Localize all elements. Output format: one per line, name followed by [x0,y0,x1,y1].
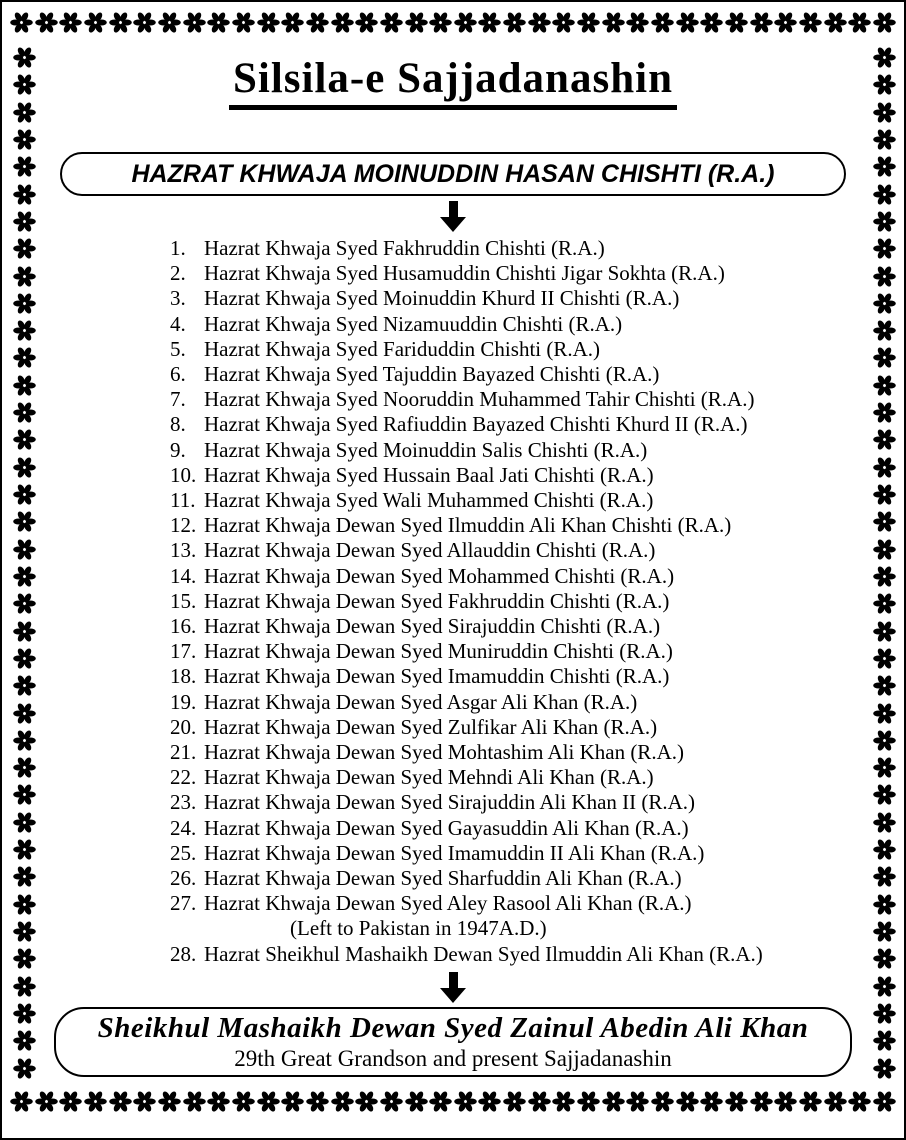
lineage-item [170,236,858,261]
floral-asterisk-icon [873,620,896,643]
floral-asterisk-icon [454,11,477,34]
origin-name: HAZRAT KHWAJA MOINUDDIN HASAN CHISHTI (R.A.) [131,159,775,188]
lineage-item-text: Hazrat Khwaja Syed Nooruddin Muhammed Tahir Chishti (R.A.) [204,387,755,412]
floral-asterisk-icon [651,11,674,34]
floral-asterisk-icon [873,538,896,561]
lineage-item [170,740,858,765]
floral-asterisk-icon [602,1090,625,1113]
floral-asterisk-icon [13,1029,36,1052]
floral-asterisk-icon [577,11,600,34]
lineage-item [170,438,858,463]
lineage-item-number: 4. [170,311,186,336]
floral-asterisk-icon [873,1057,896,1080]
floral-asterisk-icon [873,46,896,69]
floral-asterisk-icon [13,456,36,479]
floral-asterisk-icon [824,1090,847,1113]
floral-asterisk-icon [873,319,896,342]
down-arrow-icon [440,201,466,232]
floral-asterisk-icon [873,838,896,861]
lineage-item-text: Hazrat Khwaja Dewan Syed Muniruddin Chishti (R.A.) [204,639,673,664]
lineage-item-number: 2. [170,261,186,286]
floral-asterisk-icon [13,592,36,615]
lineage-item [170,690,858,715]
floral-asterisk-icon [13,237,36,260]
lineage-item-number: 9. [170,437,186,462]
floral-asterisk-icon [799,11,822,34]
floral-asterisk-icon [873,101,896,124]
lineage-item-note: (Left to Pakistan in 1947A.D.) [290,916,547,941]
floral-asterisk-icon [13,702,36,725]
floral-asterisk-icon [577,1090,600,1113]
lineage-item [170,715,858,740]
floral-asterisk-icon [13,183,36,206]
floral-asterisk-icon [13,46,36,69]
floral-asterisk-icon [873,237,896,260]
page-title: Silsila-e Sajjadanashin [229,54,677,110]
successor-oval-box [54,1007,852,1077]
floral-asterisk-icon [183,1090,206,1113]
lineage-item [170,337,858,362]
lineage-item-number: 8. [170,412,186,437]
lineage-item-text: Hazrat Khwaja Dewan Syed Fakhruddin Chishti (R.A.) [204,588,670,613]
origin-oval-box [60,152,846,196]
lineage-item-number: 1. [170,236,186,260]
lineage-item [170,664,858,689]
floral-asterisk-icon [207,1090,230,1113]
floral-asterisk-icon [13,975,36,998]
lineage-item-number: 24. [170,815,197,840]
lineage-item-number: 26. [170,866,197,891]
lineage-item-text: Hazrat Khwaja Dewan Syed Mehndi Ali Khan (R.A.) [204,765,654,790]
lineage-item-text: Hazrat Khwaja Syed Nizamuuddin Chishti (R.A.) [204,311,623,336]
lineage-item-text: Hazrat Khwaja Dewan Syed Sharfuddin Ali Khan (R.A.) [204,866,682,891]
floral-asterisk-icon [478,1090,501,1113]
floral-asterisk-icon [873,920,896,943]
floral-asterisk-icon [331,11,354,34]
floral-asterisk-icon [528,11,551,34]
lineage-item-number: 12. [170,513,197,538]
floral-asterisk-icon [35,11,58,34]
floral-asterisk-icon [873,183,896,206]
floral-asterisk-icon [13,538,36,561]
floral-asterisk-icon [13,374,36,397]
floral-asterisk-icon [676,11,699,34]
floral-asterisk-icon [503,11,526,34]
lineage-item-text: Hazrat Khwaja Syed Husamuddin Chishti Jigar Sokhta (R.A.) [204,261,725,286]
floral-asterisk-icon [848,1090,871,1113]
floral-asterisk-icon [750,1090,773,1113]
floral-asterisk-icon [873,510,896,533]
arrow-head [440,988,466,1003]
ornament-border-bottom [10,1088,896,1114]
floral-asterisk-icon [873,1029,896,1052]
floral-asterisk-icon [873,893,896,916]
lineage-item-number: 11. [170,488,196,513]
floral-asterisk-icon [13,319,36,342]
floral-asterisk-icon [454,1090,477,1113]
floral-asterisk-icon [13,128,36,151]
lineage-item [170,463,858,488]
ornament-border-left [11,46,37,1080]
floral-asterisk-icon [873,811,896,834]
floral-asterisk-icon [873,975,896,998]
floral-asterisk-icon [13,401,36,424]
lineage-list [170,236,858,967]
floral-asterisk-icon [13,565,36,588]
lineage-item [170,564,858,589]
floral-asterisk-icon [873,11,896,34]
floral-asterisk-icon [13,947,36,970]
floral-asterisk-icon [13,647,36,670]
lineage-item-text: Hazrat Sheikhul Mashaikh Dewan Syed Ilmuddin Ali Khan (R.A.) [204,941,763,966]
floral-asterisk-icon [133,1090,156,1113]
floral-asterisk-icon [13,729,36,752]
floral-asterisk-icon [774,1090,797,1113]
floral-asterisk-icon [799,1090,822,1113]
lineage-item-text: Hazrat Khwaja Dewan Syed Ilmuddin Ali Khan Chishti (R.A.) [204,513,732,538]
floral-asterisk-icon [873,73,896,96]
lineage-item-text: Hazrat Khwaja Syed Moinuddin Khurd II Chishti (R.A.) [204,286,680,311]
lineage-item-number: 25. [170,840,197,865]
lineage-item-text: Hazrat Khwaja Syed Rafiuddin Bayazed Chishti Khurd II (R.A.) [204,412,748,437]
floral-asterisk-icon [873,729,896,752]
floral-asterisk-icon [873,428,896,451]
document-content [48,46,858,1077]
floral-asterisk-icon [10,1090,33,1113]
lineage-item-number: 19. [170,689,197,714]
floral-asterisk-icon [873,1090,896,1113]
floral-asterisk-icon [651,1090,674,1113]
lineage-item-text: Hazrat Khwaja Syed Tajuddin Bayazed Chishti (R.A.) [204,362,660,387]
lineage-item-text: Hazrat Khwaja Syed Fariduddin Chishti (R.A.) [204,336,601,361]
floral-asterisk-icon [873,865,896,888]
lineage-item-number: 21. [170,740,197,765]
lineage-item [170,589,858,614]
lineage-item-number: 10. [170,462,197,487]
lineage-item-number: 20. [170,714,197,739]
floral-asterisk-icon [13,865,36,888]
floral-asterisk-icon [13,73,36,96]
floral-asterisk-icon [13,155,36,178]
floral-asterisk-icon [306,1090,329,1113]
lineage-item [170,538,858,563]
lineage-item-number: 3. [170,286,186,311]
floral-asterisk-icon [873,155,896,178]
lineage-item-text: Hazrat Khwaja Syed Moinuddin Salis Chishti (R.A.) [204,437,648,462]
floral-asterisk-icon [13,783,36,806]
floral-asterisk-icon [700,1090,723,1113]
lineage-item-number: 16. [170,614,197,639]
floral-asterisk-icon [59,11,82,34]
floral-asterisk-icon [873,128,896,151]
floral-asterisk-icon [355,11,378,34]
floral-asterisk-icon [306,11,329,34]
floral-asterisk-icon [873,456,896,479]
lineage-item-text: Hazrat Khwaja Syed Fakhruddin Chishti (R.A.) [204,236,605,260]
floral-asterisk-icon [281,11,304,34]
floral-asterisk-icon [528,1090,551,1113]
lineage-item-number: 27. [170,891,197,916]
floral-asterisk-icon [84,11,107,34]
floral-asterisk-icon [257,1090,280,1113]
floral-asterisk-icon [232,1090,255,1113]
lineage-item-number: 15. [170,588,197,613]
lineage-item [170,387,858,412]
lineage-item [170,891,858,916]
ornament-border-top [10,9,896,35]
floral-asterisk-icon [873,483,896,506]
lineage-item-text: Hazrat Khwaja Syed Wali Muhammed Chishti (R.A.) [204,488,654,513]
ornament-border-right [871,46,897,1080]
floral-asterisk-icon [873,292,896,315]
floral-asterisk-icon [750,11,773,34]
lineage-item-text: Hazrat Khwaja Dewan Syed Imamuddin Chishti (R.A.) [204,664,670,689]
lineage-item [170,312,858,337]
floral-asterisk-icon [873,592,896,615]
lineage-item-text: Hazrat Khwaja Dewan Syed Sirajuddin Ali Khan II (R.A.) [204,790,696,815]
floral-asterisk-icon [281,1090,304,1113]
floral-asterisk-icon [676,1090,699,1113]
floral-asterisk-icon [331,1090,354,1113]
floral-asterisk-icon [13,620,36,643]
floral-asterisk-icon [873,346,896,369]
successor-subtitle: 29th Great Grandson and present Sajjadanashin [234,1045,672,1071]
lineage-item [170,765,858,790]
floral-asterisk-icon [602,11,625,34]
floral-asterisk-icon [109,11,132,34]
floral-asterisk-icon [552,1090,575,1113]
floral-asterisk-icon [873,702,896,725]
floral-asterisk-icon [84,1090,107,1113]
floral-asterisk-icon [873,647,896,670]
floral-asterisk-icon [13,483,36,506]
lineage-item [170,488,858,513]
floral-asterisk-icon [13,893,36,916]
lineage-item [170,942,858,967]
lineage-item [170,866,858,891]
lineage-item-number: 14. [170,563,197,588]
floral-asterisk-icon [13,674,36,697]
floral-asterisk-icon [109,1090,132,1113]
arrow-shaft [449,201,458,217]
lineage-item [170,513,858,538]
lineage-item-number: 6. [170,362,186,387]
lineage-item [170,790,858,815]
floral-asterisk-icon [626,11,649,34]
floral-asterisk-icon [380,11,403,34]
lineage-item-number: 23. [170,790,197,815]
lineage-item [170,816,858,841]
successor-name: Sheikhul Mashaikh Dewan Syed Zainul Abedin Ali Khan [97,1011,809,1044]
floral-asterisk-icon [873,374,896,397]
floral-asterisk-icon [13,210,36,233]
lineage-item-number: 7. [170,387,186,412]
lineage-item-text: Hazrat Khwaja Dewan Syed Mohtashim Ali Khan (R.A.) [204,740,684,765]
floral-asterisk-icon [207,11,230,34]
arrow-head [440,217,466,232]
lineage-item [170,286,858,311]
floral-asterisk-icon [774,11,797,34]
floral-asterisk-icon [429,1090,452,1113]
lineage-item-text: Hazrat Khwaja Dewan Syed Zulfikar Ali Khan (R.A.) [204,714,658,739]
floral-asterisk-icon [405,11,428,34]
lineage-item-number: 18. [170,664,197,689]
floral-asterisk-icon [429,11,452,34]
floral-asterisk-icon [133,11,156,34]
lineage-item-text: Hazrat Khwaja Dewan Syed Sirajuddin Chishti (R.A.) [204,614,661,639]
floral-asterisk-icon [13,292,36,315]
floral-asterisk-icon [725,11,748,34]
floral-asterisk-icon [405,1090,428,1113]
down-arrow-icon [440,972,466,1003]
floral-asterisk-icon [380,1090,403,1113]
floral-asterisk-icon [873,565,896,588]
floral-asterisk-icon [873,1002,896,1025]
floral-asterisk-icon [873,674,896,697]
floral-asterisk-icon [158,11,181,34]
floral-asterisk-icon [13,346,36,369]
floral-asterisk-icon [257,11,280,34]
arrow-shaft [449,972,458,988]
lineage-item-number: 22. [170,765,197,790]
floral-asterisk-icon [158,1090,181,1113]
floral-asterisk-icon [59,1090,82,1113]
floral-asterisk-icon [725,1090,748,1113]
floral-asterisk-icon [873,210,896,233]
lineage-item [170,412,858,437]
lineage-item [170,362,858,387]
lineage-item-text: Hazrat Khwaja Dewan Syed Asgar Ali Khan (R.A.) [204,689,638,714]
lineage-item [170,639,858,664]
lineage-item-text: Hazrat Khwaja Dewan Syed Imamuddin II Ali Khan (R.A.) [204,840,705,865]
floral-asterisk-icon [13,101,36,124]
floral-asterisk-icon [13,265,36,288]
floral-asterisk-icon [13,1002,36,1025]
floral-asterisk-icon [552,11,575,34]
lineage-item-number: 13. [170,538,197,563]
floral-asterisk-icon [848,11,871,34]
floral-asterisk-icon [232,11,255,34]
lineage-item-text: Hazrat Khwaja Syed Hussain Baal Jati Chishti (R.A.) [204,462,654,487]
lineage-item [170,841,858,866]
floral-asterisk-icon [13,1057,36,1080]
floral-asterisk-icon [183,11,206,34]
floral-asterisk-icon [873,947,896,970]
floral-asterisk-icon [503,1090,526,1113]
lineage-item-number: 28. [170,941,197,966]
floral-asterisk-icon [824,11,847,34]
floral-asterisk-icon [478,11,501,34]
lineage-item-text: Hazrat Khwaja Dewan Syed Gayasuddin Ali Khan (R.A.) [204,815,689,840]
lineage-item-text: Hazrat Khwaja Dewan Syed Allauddin Chishti (R.A.) [204,538,656,563]
floral-asterisk-icon [13,920,36,943]
floral-asterisk-icon [700,11,723,34]
floral-asterisk-icon [13,756,36,779]
floral-asterisk-icon [35,1090,58,1113]
lineage-item [170,614,858,639]
lineage-item-number: 5. [170,336,186,361]
floral-asterisk-icon [355,1090,378,1113]
lineage-item-text: Hazrat Khwaja Dewan Syed Mohammed Chishti (R.A.) [204,563,675,588]
floral-asterisk-icon [626,1090,649,1113]
floral-asterisk-icon [13,811,36,834]
lineage-item [170,261,858,286]
floral-asterisk-icon [873,756,896,779]
floral-asterisk-icon [13,838,36,861]
floral-asterisk-icon [873,265,896,288]
floral-asterisk-icon [13,428,36,451]
lineage-item-text: Hazrat Khwaja Dewan Syed Aley Rasool Ali Khan (R.A.) [204,891,692,916]
floral-asterisk-icon [10,11,33,34]
floral-asterisk-icon [873,783,896,806]
floral-asterisk-icon [873,401,896,424]
lineage-item-number: 17. [170,639,197,664]
floral-asterisk-icon [13,510,36,533]
